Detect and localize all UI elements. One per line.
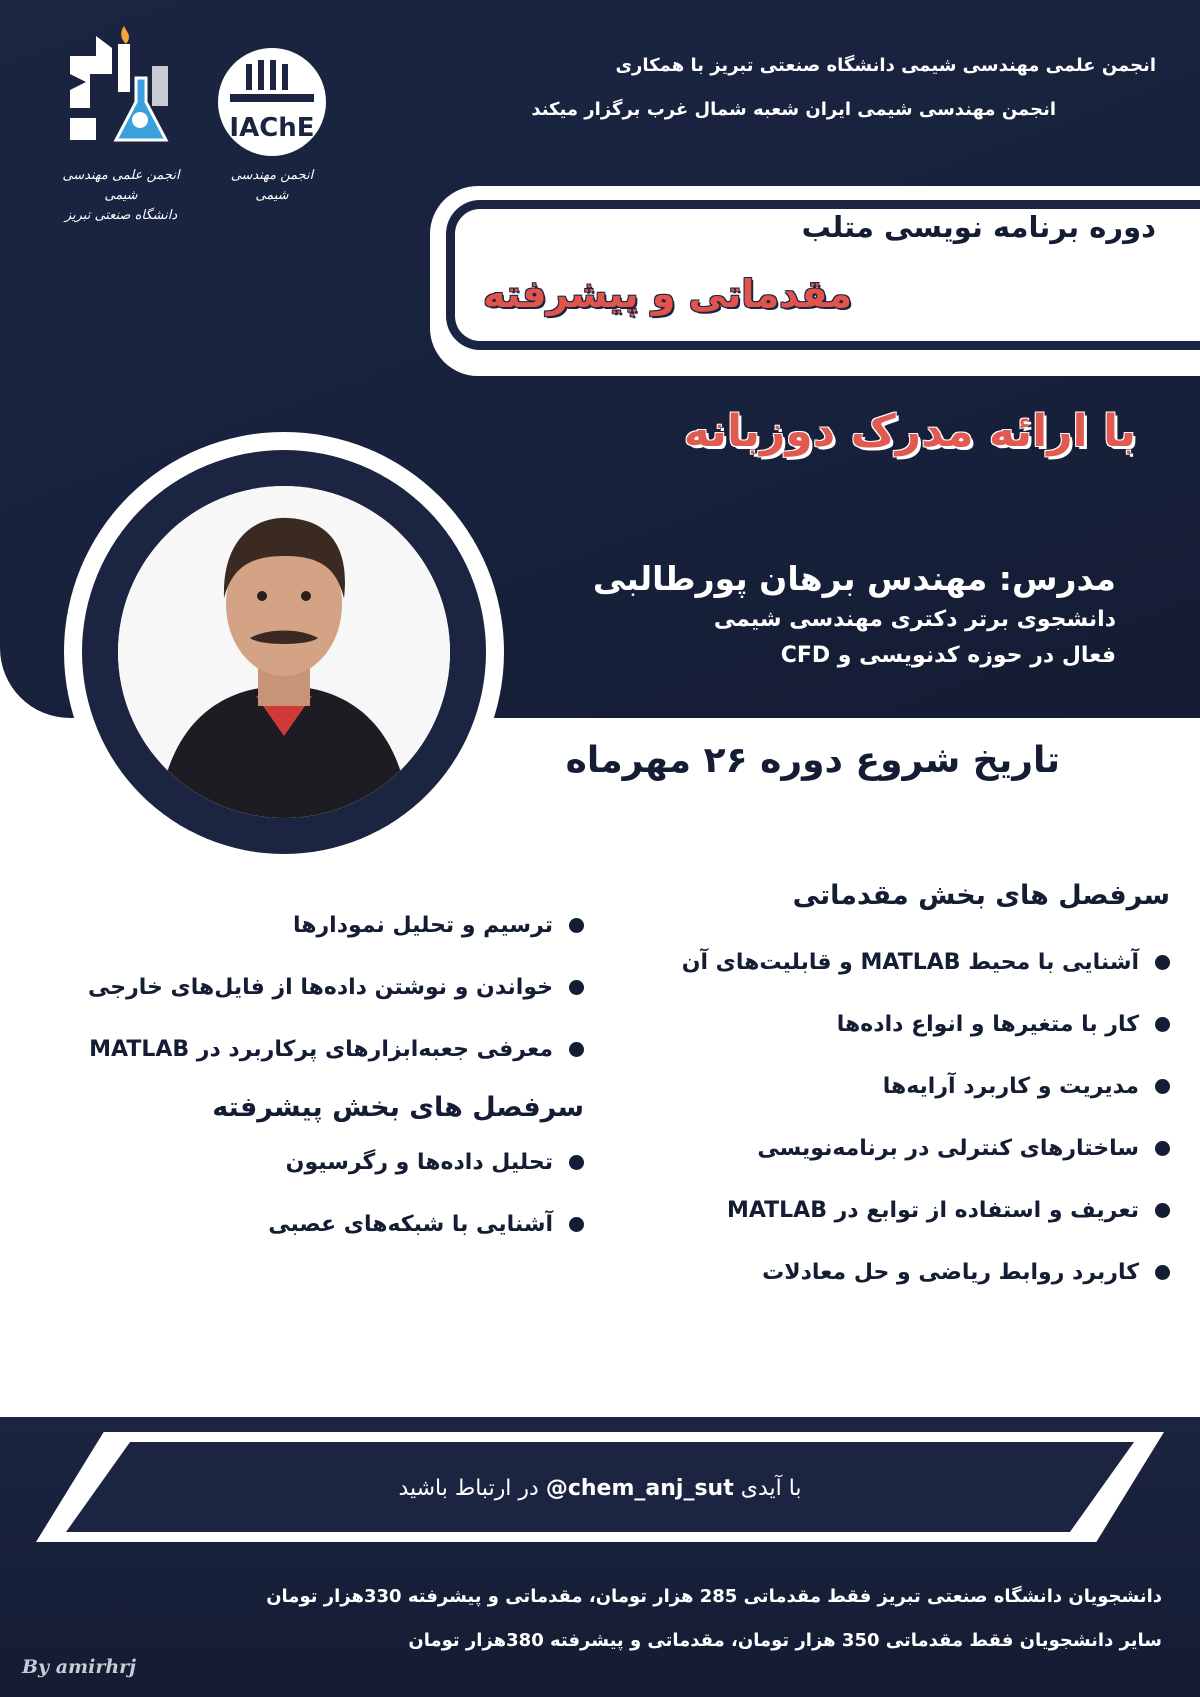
bullet-icon (1155, 1017, 1170, 1032)
instructor-line-1: دانشجوی برتر دکتری مهندسی شیمی (713, 607, 1116, 632)
organizer-text (436, 44, 1156, 132)
bullet-icon (569, 1155, 584, 1170)
bullet-icon (1155, 1079, 1170, 1094)
contact-line (0, 1476, 1200, 1501)
list-item: کار با متغیرها و انواع داده‌ها (570, 993, 1170, 1055)
course-subtitle: مقدماتی و پیشرفته (483, 272, 852, 316)
logo-caption-line-1: انجمن مهندسی شیمی (230, 168, 314, 203)
list-item: معرفی جعبه‌ابزارهای پرکاربرد در MATLAB (4, 1018, 584, 1080)
bullet-icon (1155, 1265, 1170, 1280)
certificate-badge: با ارائه مدرک دوزبانه (683, 406, 1136, 457)
contact-handle[interactable]: @chem_anj_sut (545, 1476, 734, 1501)
instructor-photo (118, 486, 450, 818)
logo-caption-university (56, 166, 186, 226)
logo-caption-iache (222, 166, 322, 206)
list-item: آشنایی با محیط MATLAB و قابلیت‌های آن (570, 931, 1170, 993)
contact-suffix: در ارتباط باشید (398, 1476, 539, 1501)
list-item: ساختارهای کنترلی در برنامه‌نویسی (570, 1117, 1170, 1179)
contact-prefix: با آیدی (740, 1476, 802, 1501)
designer-credit: By amirhrj (22, 1656, 137, 1678)
instructor-line-2: فعال در حوزه کدنویسی و CFD (780, 643, 1116, 668)
bullet-icon (569, 918, 584, 933)
instructor-portrait-icon (118, 486, 450, 818)
organizer-line-1: انجمن علمی مهندسی شیمی دانشگاه صنعتی تبریز با همکاری (615, 55, 1156, 76)
start-date: تاریخ شروع دوره ۲۶ مهرماه (565, 740, 1060, 781)
list-item: کاربرد روابط ریاضی و حل معادلات (570, 1241, 1170, 1303)
list-item: مدیریت و کاربرد آرایه‌ها (570, 1055, 1170, 1117)
more-topics (4, 894, 584, 1255)
organizer-line-2: انجمن مهندسی شیمی ایران شعبه شمال غرب برگزار میکند (531, 99, 1056, 120)
advanced-heading: سرفصل های بخش پیشرفته (212, 1092, 584, 1123)
iache-logo (216, 46, 328, 158)
course-title: دوره برنامه نویسی متلب (801, 210, 1156, 244)
bullet-icon (569, 980, 584, 995)
logo-caption-line-2: دانشگاه صنعتی تبریز (64, 208, 178, 223)
svg-text:IAChE: IAChE (229, 113, 315, 143)
bullet-icon (1155, 955, 1170, 970)
university-chemistry-association-logo (66, 22, 178, 152)
bullet-icon (1155, 1203, 1170, 1218)
pricing-line-2: سایر دانشجویان فقط مقدماتی 350 هزار تومان، مقدماتی و پیشرفته 380هزار تومان (408, 1630, 1162, 1651)
list-item: تحلیل داده‌ها و رگرسیون (4, 1131, 584, 1193)
list-item: ترسیم و تحلیل نمودارها (4, 894, 584, 956)
logo-caption-line-1: انجمن علمی مهندسی شیمی (62, 168, 180, 203)
bullet-icon (569, 1042, 584, 1057)
basic-heading: سرفصل های بخش مقدماتی (792, 880, 1170, 911)
bullet-icon (569, 1217, 584, 1232)
list-item: خواندن و نوشتن داده‌ها از فایل‌های خارجی (4, 956, 584, 1018)
pricing-line-1: دانشجویان دانشگاه صنعتی تبریز فقط مقدماتی 285 هزار تومان، مقدماتی و پیشرفته 330هزار تومان (266, 1586, 1162, 1607)
list-item: تعریف و استفاده از توابع در MATLAB (570, 1179, 1170, 1241)
basic-topics (570, 880, 1170, 1303)
bullet-icon (1155, 1141, 1170, 1156)
list-item: آشنایی با شبکه‌های عصبی (4, 1193, 584, 1255)
instructor-name: مدرس: مهندس برهان پورطالبی (592, 559, 1116, 598)
instructor-info (593, 556, 1116, 674)
